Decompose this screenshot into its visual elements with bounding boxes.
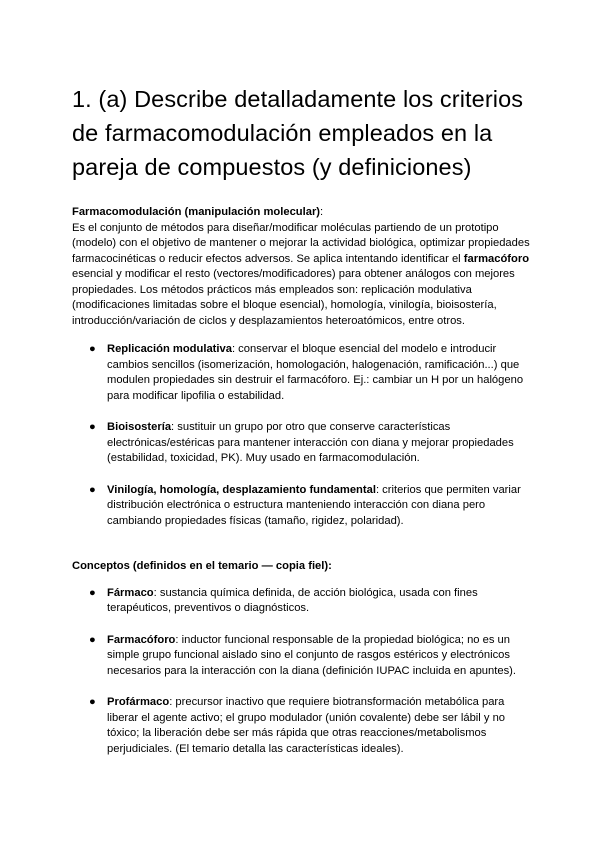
intro-body-part1: Es el conjunto de métodos para diseñar/modificar moléculas partiendo de un prototipo (modelo) con el objetivo de mantener o mejorar la actividad biológica, optimizar propiedades farmacocinéticas o reducir efectos adversos. Se aplica intentando identificar el [72,221,530,265]
concepts-list [72,586,532,758]
concept-term: Farmacóforo [107,633,176,646]
concept-term: Profármaco [107,696,170,708]
concept-term: Fármaco [107,586,154,599]
bullet-icon: ● [89,586,96,599]
criterion-term: Bioisostería [107,421,172,433]
concept-text: : sustancia química definida, de acción biológica, usada con fines terapéuticos, preventivos o diagnósticos. [107,586,478,614]
intro-heading-text: Farmacomodulación (manipulación molecular) [72,206,321,218]
list-item [72,695,532,757]
bullet-icon: ● [89,421,96,433]
page-title: 1. (a) Describe detalladamente los criterios de farmacomodulación empleados en la pareja de compuestos (y definiciones) [72,86,524,180]
criterion-term: Vinilogía, homología, desplazamiento fundamental [107,483,376,496]
intro-body-bold: farmacóforo [463,252,530,265]
concept-text: : precursor inactivo que requiere biotransformación metabólica para liberar el agente activo; el grupo modulador (unión covalente) debe ser lábil y no tóxico; la liberación debe ser más rápida que otras reacciones/metabolismos perjudiciales. (El temario detalla las características ideales). [107,696,506,755]
list-item [72,342,532,404]
bullet-icon: ● [89,633,96,646]
concepts-heading: Conceptos (definidos en el temario — copia fiel): [72,560,332,572]
criterion-term: Replicación modulativa [107,343,232,355]
list-item [72,420,532,467]
concept-text: : inductor funcional responsable de la propiedad biológica; no es un simple grupo funcional aislado sino el conjunto de rasgos estéricos y electrónicos necesarios para la interacción con la diana (definición IUPAC incluida en apuntes). [107,633,516,677]
list-item [72,483,532,530]
bullet-icon: ● [89,343,96,355]
bullet-icon: ● [89,483,96,496]
list-item [72,633,532,680]
criterion-text: : conservar el bloque esencial del modelo e introducir cambios sencillos (isomerización, homologación, halogenación, ramificación...) que modulen propiedades sin destruir el farmacóforo. Ej.: cambiar un H por un halógeno para modificar lipofilia o estabilidad. [107,343,524,402]
criterion-text: : sustituir un grupo por otro que conserve características electrónicas/estéricas para mantener interacción con diana y mejorar propiedades (estabilidad, toxicidad, PK). Muy usado en farmacomodulación. [107,421,514,464]
list-item [72,586,532,617]
criteria-list [72,342,532,529]
intro-heading [72,205,532,221]
criterion-text: : criterios que permiten variar distribución electrónica o estructura manteniendo interacción con diana pero cambiando propiedades físicas (tamaño, rigidez, polaridad). [107,483,521,527]
document-page [72,82,532,773]
intro-paragraph [72,221,532,330]
intro-heading-suffix: : [320,206,324,218]
intro-body-part2: esencial y modificar el resto (vectores/modificadores) para obtener análogos con mejores propiedades. Los métodos prácticos más empleados son: replicación modulativa (modificaciones limitadas sobre el bloque esencial), homología, vinilogía, bioisostería, introducción/variación de ciclos y desplazamientos heteroatómicos, entre otros. [72,268,515,327]
bullet-icon: ● [89,696,96,708]
